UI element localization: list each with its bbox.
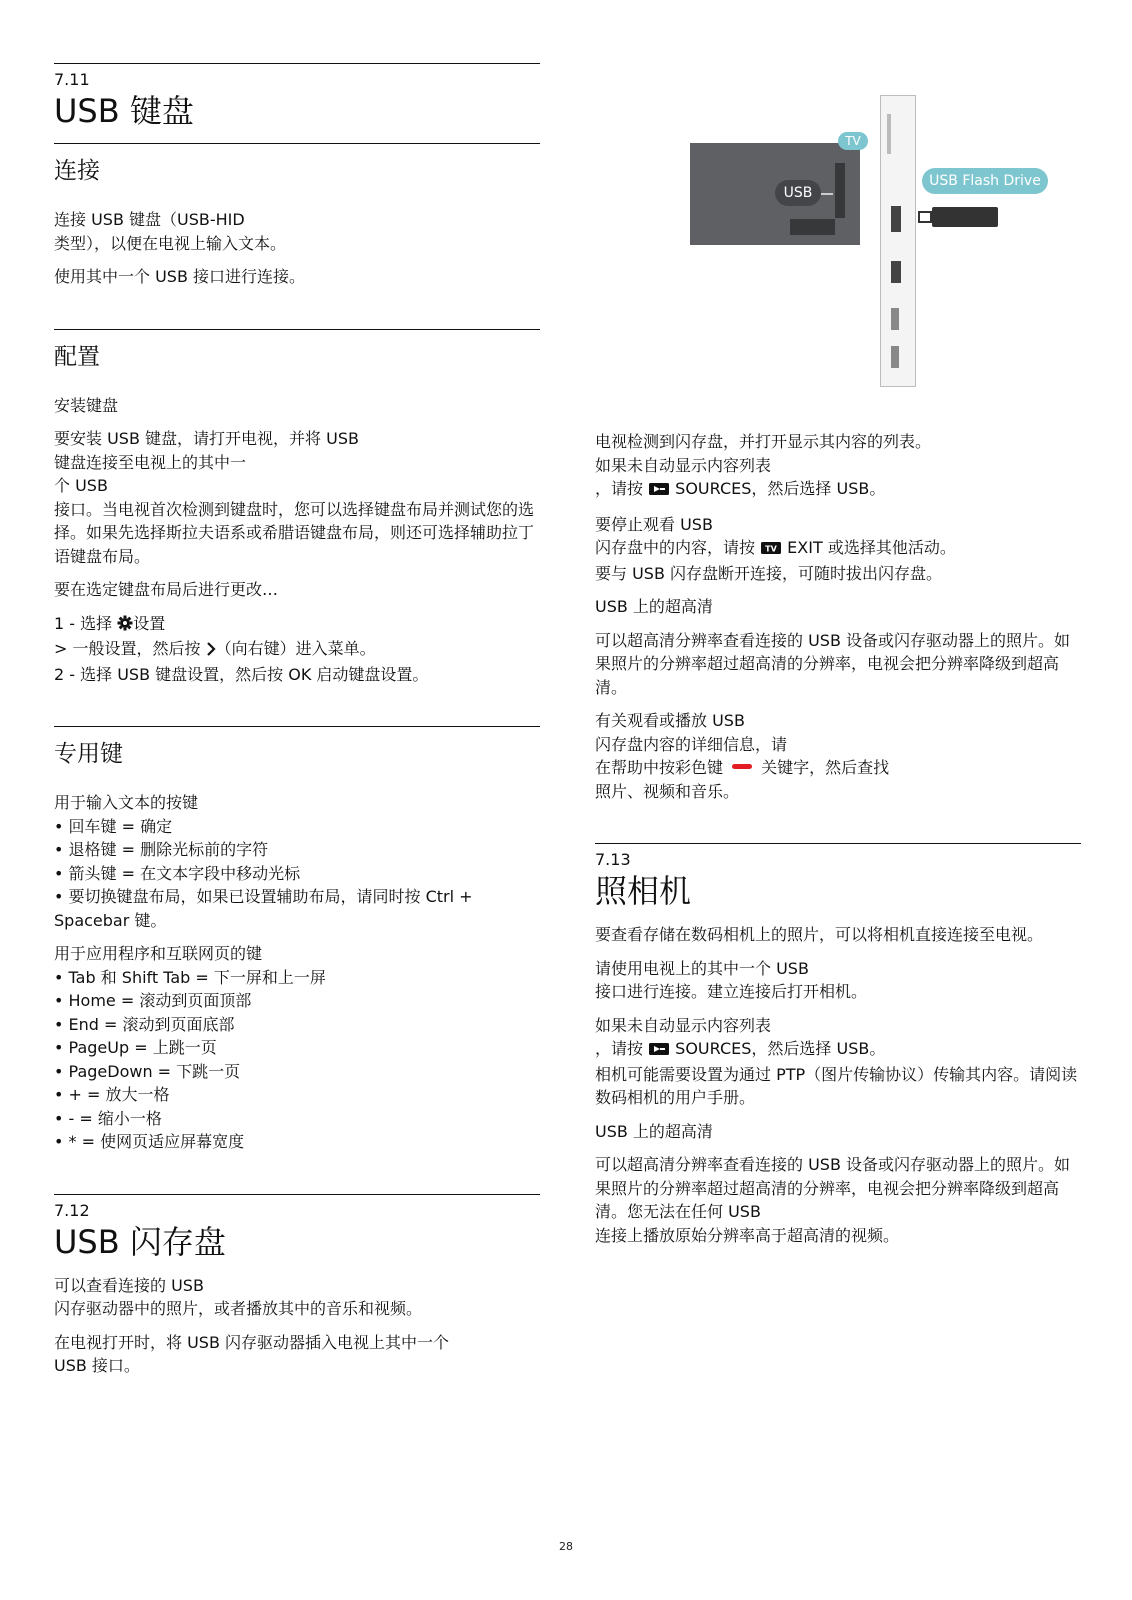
step1-label: 设置 xyxy=(133,613,166,633)
text-span: ，请按 xyxy=(595,1039,649,1058)
chapter-title: USB 闪存盘 xyxy=(54,1222,226,1261)
uhd2-heading: USB 上的超高清 xyxy=(595,1121,713,1141)
config-paragraph-1: 要安装 USB 键盘，请打开电视，并将 USB 键盘连接至电视上的其中一 个 USB 接口。当电视首次检测到键盘时，您可以选择键盘布局并测试您的选择。如果先选择斯拉夫语系或希腊语键盘布局，则还可选择辅助拉丁语键盘布局。 xyxy=(54,429,535,566)
text-line: 照片、视频和音乐。 xyxy=(595,781,740,801)
list-item: • Tab 和 Shift Tab = 下一屏和上一屏 xyxy=(54,967,326,987)
chapter-number: 7.13 xyxy=(595,850,631,869)
text-line: 有关观看或播放 USB xyxy=(595,711,745,730)
usb-port-label: USB xyxy=(775,180,821,206)
list-item: • 回车键 = 确定 xyxy=(54,816,173,836)
chapter-title: USB 键盘 xyxy=(54,92,194,130)
section-title-keys: 专用键 xyxy=(54,741,123,767)
flash-drive-graphic xyxy=(932,207,998,227)
chapter-number: 7.11 xyxy=(54,70,90,89)
step1-prefix: 1 - 选择 xyxy=(54,613,118,633)
flash-drive-label: USB Flash Drive xyxy=(922,168,1048,194)
flash-paragraph-1: 可以查看连接的 USB 闪存驱动器中的照片，或者播放其中的音乐和视频。 xyxy=(54,1275,423,1318)
tv-icon xyxy=(760,538,782,562)
step1b-prefix: > 一般设置，然后按 xyxy=(54,639,206,658)
connect-paragraph-2: 使用其中一个 USB 接口进行连接。 xyxy=(54,267,306,286)
gear-icon xyxy=(117,614,133,638)
tv-side-panel-graphic xyxy=(880,95,916,387)
config-steps xyxy=(54,612,540,687)
text-span: EXIT 或选择其他活动。 xyxy=(782,538,956,557)
page-number: 28 xyxy=(559,1540,573,1553)
config-paragraph-2: 要在选定键盘布局后进行更改… xyxy=(54,580,279,599)
list-item: • 箭头键 = 在文本字段中移动光标 xyxy=(54,863,301,883)
chevron-right-icon xyxy=(206,639,216,663)
svg-text:TV: TV xyxy=(765,544,777,554)
step1b-suffix: （向右键）进入菜单。 xyxy=(215,639,376,658)
keys-web-heading: 用于应用程序和互联网页的键 xyxy=(54,944,263,963)
list-item: • * = 使网页适应屏幕宽度 xyxy=(54,1132,245,1151)
usb-slot-graphic xyxy=(835,163,845,218)
usb-connection-illustration xyxy=(690,95,1050,395)
section-rule xyxy=(54,726,540,727)
stop-paragraph xyxy=(595,513,1081,586)
section-rule xyxy=(54,329,540,330)
uhd2-paragraph: 可以超高清分辨率查看连接的 USB 设备或闪存驱动器上的照片。如果照片的分辨率超过超高清的分辨率，电视会把分辨率降级到超高清。您无法在任何 USB 连接上播放原始分辨率高于超高清的视频。 xyxy=(595,1155,1071,1245)
red-key-icon xyxy=(732,764,752,769)
left-column xyxy=(54,63,540,1388)
usb-port-graphic xyxy=(891,261,901,283)
config-subheading: 安装键盘 xyxy=(54,395,119,415)
text-span: SOURCES，然后选择 USB。 xyxy=(670,479,886,498)
keys-web-list xyxy=(54,942,540,1154)
usb-slot-graphic xyxy=(790,219,835,235)
text-line: 电视检测到闪存盘，并打开显示其内容的列表。 xyxy=(595,432,932,451)
sources-icon xyxy=(648,1039,670,1063)
more-info-paragraph xyxy=(595,709,1081,803)
connect-paragraph-1: 连接 USB 键盘（USB-HID 类型），以便在电视上输入文本。 xyxy=(54,210,287,253)
camera-paragraph-3 xyxy=(595,1014,1081,1110)
text-line: 要与 USB 闪存盘断开连接，可随时拔出闪存盘。 xyxy=(595,563,943,583)
flash-drive-plug-graphic xyxy=(918,211,932,223)
right-column xyxy=(595,430,1081,1257)
hdmi-port-graphic xyxy=(891,346,899,368)
camera-paragraph-1: 要查看存储在数码相机上的照片，可以将相机直接连接至电视。 xyxy=(595,925,1044,944)
step2: 2 - 选择 USB 键盘设置，然后按 OK 启动键盘设置。 xyxy=(54,664,429,684)
list-item: • PageUp = 上跳一页 xyxy=(54,1038,217,1057)
text-span: SOURCES，然后选择 USB。 xyxy=(670,1039,886,1058)
chapter-rule xyxy=(54,1194,540,1195)
text-line: 相机可能需要设置为通过 PTP（图片传输协议）传输其内容。请阅读数码相机的用户手册。 xyxy=(595,1064,1078,1107)
camera-paragraph-2: 请使用电视上的其中一个 USB 接口进行连接。建立连接后打开相机。 xyxy=(595,958,868,1001)
text-span: 关键字，然后查找 xyxy=(756,758,890,777)
keys-text-heading: 用于输入文本的按键 xyxy=(54,793,199,812)
text-line: 要停止观看 USB xyxy=(595,514,713,534)
flash-paragraph-2: 在电视打开时，将 USB 闪存驱动器插入电视上其中一个 USB 接口。 xyxy=(54,1332,450,1375)
chapter-title: 照相机 xyxy=(595,872,692,910)
list-item: • PageDown = 下跳一页 xyxy=(54,1061,241,1081)
section-rule xyxy=(54,143,540,144)
chapter-rule xyxy=(595,843,1081,844)
usb-pointer-line xyxy=(821,193,833,195)
hdmi-port-graphic xyxy=(891,308,899,330)
list-item: • Home = 滚动到页面顶部 xyxy=(54,991,252,1010)
section-title-config: 配置 xyxy=(54,343,100,370)
keys-text-list xyxy=(54,791,540,932)
list-item: • End = 滚动到页面底部 xyxy=(54,1014,235,1034)
uhd-paragraph: 可以超高清分辨率查看连接的 USB 设备或闪存驱动器上的照片。如果照片的分辨率超过超高清的分辨率，电视会把分辨率降级到超高清。 xyxy=(595,630,1071,697)
text-line: 如果未自动显示内容列表 xyxy=(595,455,772,475)
text-line: 如果未自动显示内容列表 xyxy=(595,1015,772,1035)
list-item: • 退格键 = 删除光标前的字符 xyxy=(54,840,269,859)
chapter-number: 7.12 xyxy=(54,1200,90,1220)
list-item: • 要切换键盘布局，如果已设置辅助布局，请同时按 Ctrl + Spacebar 键。 xyxy=(54,887,473,930)
tv-badge: TV xyxy=(838,132,868,150)
section-title-connect: 连接 xyxy=(54,158,100,184)
chapter-rule xyxy=(54,63,540,64)
text-span: ，请按 xyxy=(595,479,649,498)
detect-paragraph xyxy=(595,430,1081,503)
sources-icon xyxy=(648,479,670,503)
uhd-heading: USB 上的超高清 xyxy=(595,597,713,616)
text-span: 闪存盘中的内容，请按 xyxy=(595,538,761,557)
usb-port-graphic xyxy=(891,206,901,232)
panel-slot xyxy=(887,114,891,154)
text-line: 闪存盘内容的详细信息，请 xyxy=(595,734,788,754)
text-span: 在帮助中按彩色键 xyxy=(595,758,729,777)
list-item: • + = 放大一格 xyxy=(54,1085,170,1104)
list-item: • - = 缩小一格 xyxy=(54,1108,162,1128)
